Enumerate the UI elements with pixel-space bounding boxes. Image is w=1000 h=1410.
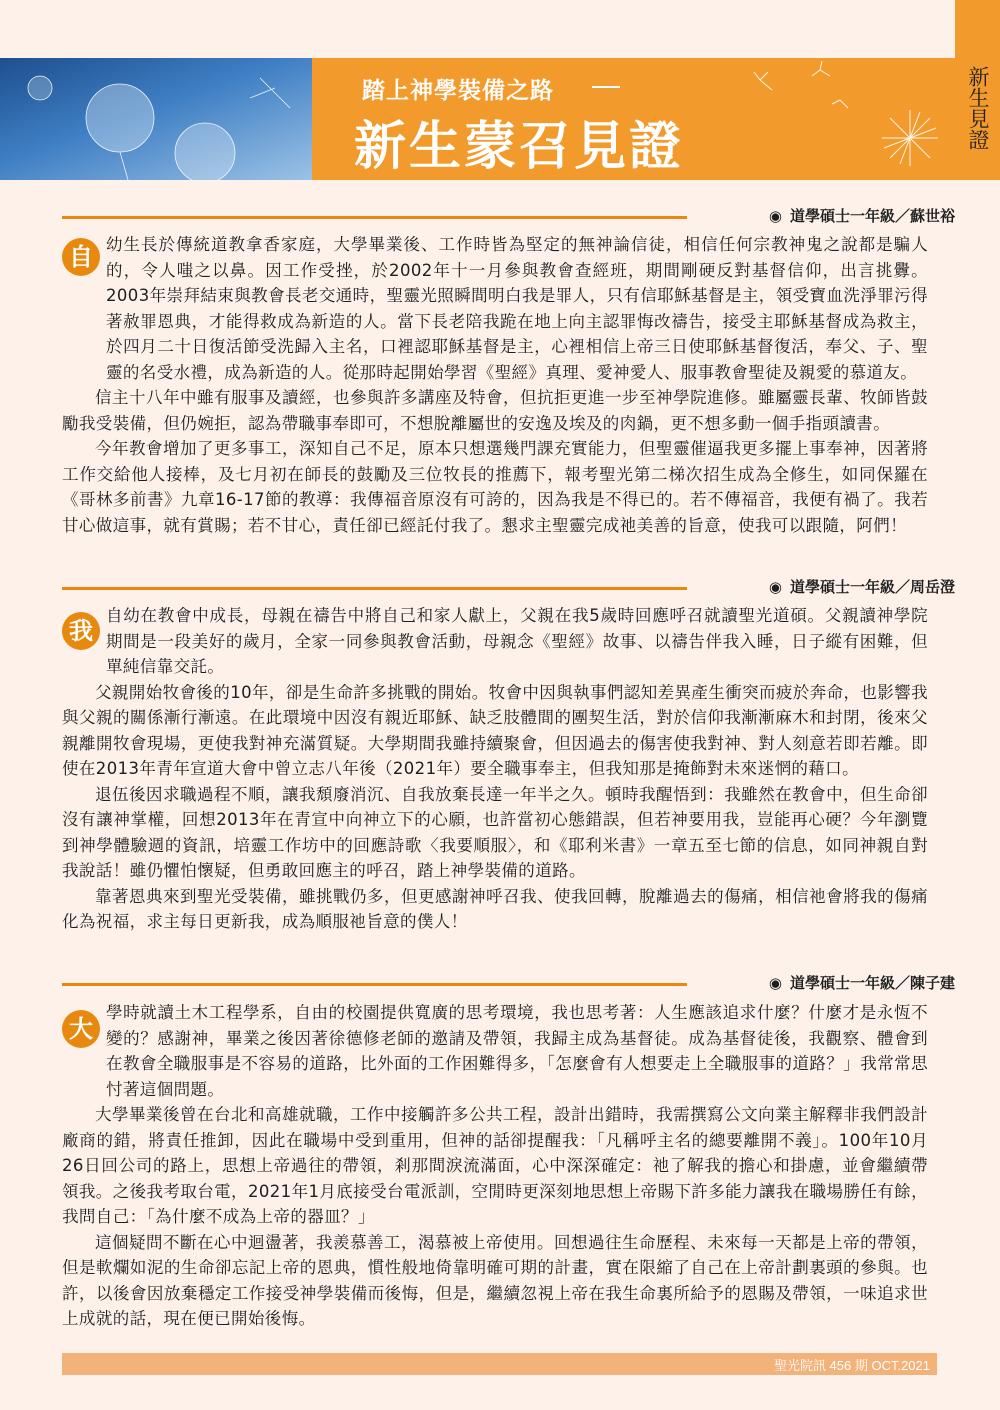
paragraph: 這個疑問不斷在心中迴盪著，我羨慕善工，渴慕被上帝使用。回想過往生命歷程、未來每一天都是上帝的帶領，但是軟爛如泥的生命卻忘記上帝的恩典，慣性般地倚靠明確可期的計畫，實在限縮了自己在上帝計劃裏頭的參與。也許，以後會因放棄穩定工作接受神學裝備而後悔，但是，繼續忽視上帝在我生命裏所給予的恩賜及帶領，一味追求世上成就的話，現在便已開始後悔。 (62, 1232, 928, 1328)
author-name: 道學碩士一年級／蘇世裕 (789, 207, 955, 225)
dandelion-seed-icon (700, 60, 950, 178)
section-body (62, 603, 928, 935)
kicker-dash (592, 86, 620, 88)
bullet-icon: ◉ (768, 578, 782, 596)
paragraph: 大學畢業後曾在台北和高雄就職，工作中接觸許多公共工程，設計出錯時，我需撰寫公文向業主解釋非我們設計廠商的錯，將責任推卸，因此在職場中受到重用，但神的話卻提醒我：「凡稱呼主名的總要離開不義」。100年10月26日回公司的路上，思想上帝過往的帶領，剎那間淚流滿面，心中深深確定：祂了解我的擔心和掛慮，並會繼續帶領我。之後我考取台電，2021年1月底接受台電派訓，空閒時更深刻地思想上帝賜下許多能力讓我在職場勝任有餘，我問自己：「為什麼不成為上帝的器皿？」 (62, 1105, 928, 1226)
dandelion-photo (0, 58, 312, 180)
byline-rule (62, 587, 687, 590)
paragraph: 父親開始牧會後的10年，卻是生命許多挑戰的開始。牧會中因與執事們認知差異產生衝突而疲於奔命，也影響我與父親的關係漸行漸遠。在此環境中因沒有親近耶穌、缺乏肢體間的團契生活，對於信仰我漸漸麻木和封閉，後來父親離開牧會現場，更使我對神充滿質疑。大學期間我雖持續聚會，但因過去的傷害使我對神、對人刻意若即若離。即使在2013年青年宣道大會中曾立志八年後（2021年）要全職事奉主，但我知那是掩飾對未來迷惘的藉口。 (62, 682, 928, 778)
author-byline (769, 972, 955, 993)
side-section-label: 新生見證 (966, 66, 990, 150)
author-byline (769, 576, 955, 597)
dropcap: 自 (62, 238, 100, 276)
bullet-icon: ◉ (768, 207, 782, 225)
byline-row (62, 205, 955, 227)
footer-issue: 聖光院訊 456 期 OCT.2021 (773, 1358, 930, 1373)
paragraph: 靠著恩典來到聖光受裝備，雖挑戰仍多，但更感謝神呼召我、使我回轉，脫離過去的傷痛，相信祂會將我的傷痛化為祝福，求主每日更新我，成為順服祂旨意的僕人！ (62, 886, 928, 931)
dropcap: 我 (62, 612, 100, 650)
author-name: 道學碩士一年級／陳子建 (789, 974, 955, 992)
paragraph: 幼生長於傳統道教拿香家庭，大學畢業後、工作時皆為堅定的無神論信徒，相信任何宗教神鬼之說都是騙人的，令人嗤之以鼻。因工作受挫，於2002年十一月參與教會查經班，期間剛硬反對基督信仰，出言挑釁。2003年崇拜結束與教會長老交通時，聖靈光照瞬間明白我是罪人，只有信耶穌基督是主，領受寶血洗淨罪污得著赦罪恩典，才能得救成為新造的人。當下長老陪我跪在地上向主認罪悔改禱告，接受主耶穌基督成為救主，於四月二十日復活節受洗歸入主名，口裡認耶穌基督是主，心裡相信上帝三日使耶穌基督復活，奉父、子、聖靈的名受水禮，成為新造的人。從那時起開始學習《聖經》真理、愛神愛人、服事教會聖徒及親愛的慕道友。 (106, 235, 928, 382)
byline-rule (62, 983, 687, 986)
byline-row (62, 576, 955, 598)
paragraph: 自幼在教會中成長，母親在禱告中將自己和家人獻上，父親在我5歲時回應呼召就讀聖光道碩。父親讀神學院期間是一段美好的歲月，全家一同參與教會活動，母親念《聖經》故事、以禱告伴我入睡，日子縱有困難，但單純信靠交託。 (106, 606, 928, 676)
section-body (62, 1000, 928, 1332)
header-kicker: 踏上神學裝備之路 (362, 78, 554, 104)
bullet-icon: ◉ (768, 974, 782, 992)
paragraph: 今年教會增加了更多事工，深知自己不足，原本只想選幾門課充實能力，但聖靈催逼我更多擺上事奉神，因著將工作交給他人接棒，及七月初在師長的鼓勵及三位牧長的推薦下，報考聖光第二梯次招生成為全修生，如同保羅在《哥林多前書》九章16-17節的教導：我傳福音原沒有可誇的，因為我是不得已的。若不傳福音，我便有禍了。我若甘心做這事，就有賞賜；若不甘心，責任卻已經託付我了。懇求主聖靈完成祂美善的旨意，使我可以跟隨，阿們！ (62, 439, 928, 535)
section-body (62, 232, 928, 538)
page-title: 新生蒙召見證 (354, 117, 685, 177)
byline-rule (62, 216, 687, 219)
byline-row (62, 972, 955, 994)
paragraph: 退伍後因求職過程不順，讓我頹廢消沉、自我放棄長達一年半之久。頓時我醒悟到：我雖然在教會中，但生命卻沒有讓神掌權，回想2013年在青宣中向神立下的心願，也許當初心態錯誤，但若神要用我，豈能再心硬？今年瀏覽到神學體驗週的資訊，培靈工作坊中的回應詩歌〈我要順服〉，和《耶利米書》一章五至七節的信息，如同神親自對我說話！雖仍懼怕懷疑，但勇敢回應主的呼召，踏上神學裝備的道路。 (62, 784, 928, 880)
paragraph: 學時就讀土木工程學系，自由的校園提供寬廣的思考環境，我也思考著：人生應該追求什麼？什麼才是永恆不變的？感謝神，畢業之後因著徐德修老師的邀請及帶領，我歸主成為基督徒。成為基督徒後，我觀察、體會到在教會全職服事是不容易的道路，比外面的工作困難得多，「怎麼會有人想要走上全職服事的道路？」我常常思忖著這個問題。 (106, 1003, 928, 1099)
paragraph: 信主十八年中雖有服事及讀經，也參與許多講座及特會，但抗拒更進一步至神學院進修。雖屬靈長輩、牧師皆鼓勵我受裝備，但仍婉拒，認為帶職事奉即可，不想脫離屬世的安逸及埃及的肉鍋，更不想多動一個手指頭讀書。 (62, 388, 928, 433)
author-name: 道學碩士一年級／周岳澄 (789, 578, 955, 596)
author-byline (769, 205, 955, 226)
dropcap: 大 (62, 1010, 100, 1048)
